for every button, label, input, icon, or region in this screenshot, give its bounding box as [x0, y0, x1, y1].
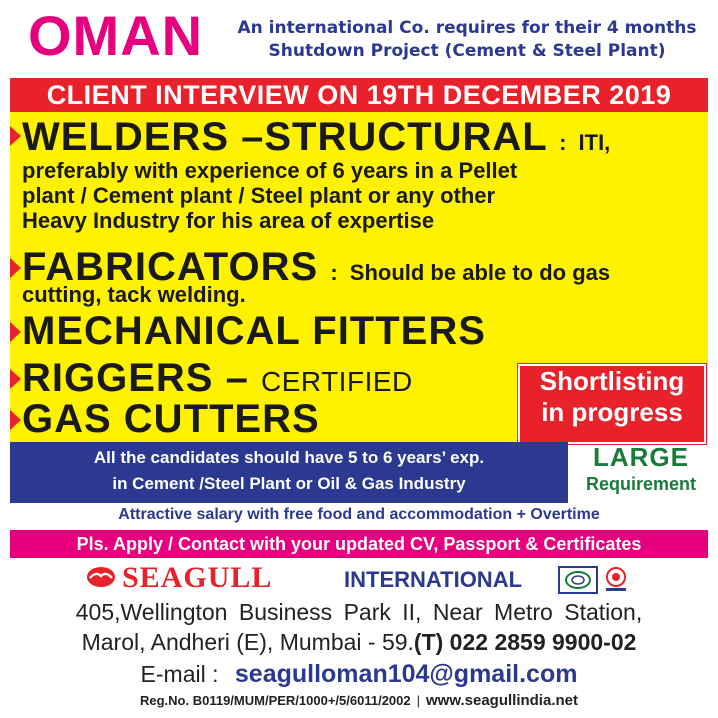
footer	[0, 690, 718, 712]
phone-number: (T) 022 2859 9900-02	[413, 629, 637, 655]
address-line-2	[0, 628, 718, 656]
address-text: Marol, Andheri (E), Mumbai - 59.	[81, 629, 414, 655]
footer-divider: |	[416, 693, 421, 708]
position-separator: :	[559, 130, 567, 155]
address-line-1: 405,Wellington Business Park II, Near Metro Station,	[75, 599, 643, 625]
position-note: Should be able to do gas	[349, 260, 611, 285]
website-link[interactable]: www.seagullindia.net	[426, 692, 578, 709]
header	[0, 0, 718, 80]
seagull-logo-icon	[86, 566, 116, 588]
experience-bar	[10, 442, 568, 503]
company-name: SEAGULL	[122, 561, 273, 594]
position-detail: cutting, tack welding.	[22, 282, 246, 307]
position-detail: Heavy Industry for his area of expertise	[22, 208, 435, 233]
experience-line-1: All the candidates should have 5 to 6 years’ exp.	[93, 448, 485, 467]
interview-banner: CLIENT INTERVIEW ON 19TH DECEMBER 2019	[10, 78, 708, 112]
email-label: E-mail :	[140, 661, 219, 687]
bullet-arrow-icon	[10, 258, 21, 278]
position-separator: :	[330, 260, 338, 285]
certification-logo-icon	[558, 566, 598, 594]
requirement-line-2: Requirement	[585, 474, 697, 494]
bullet-arrow-icon	[10, 369, 21, 389]
bullet-arrow-icon	[10, 126, 21, 146]
shortlisting-line-1: Shortlisting	[539, 366, 685, 396]
position-detail: plant / Cement plant / Steel plant or any other	[22, 183, 496, 208]
position-title-gas-cutters: GAS CUTTERS	[22, 397, 320, 441]
intro-line-1: An international Co. requires for their 4 months	[237, 18, 697, 38]
experience-line-2: in Cement /Steel Plant or Oil & Gas Industry	[112, 474, 466, 493]
position-detail: preferably with experience of 6 years in a Pellet	[22, 158, 518, 183]
position-title-fitters: MECHANICAL FITTERS	[22, 309, 486, 353]
requirement-line-1: LARGE	[593, 442, 689, 472]
registration-number: Reg.No. B0119/MUM/PER/1000+/5/6011/2002	[139, 693, 411, 708]
salary-line: Attractive salary with free food and accommodation + Overtime	[118, 506, 600, 523]
intro-line-2: Shutdown Project (Cement & Steel Plant)	[268, 41, 666, 61]
position-note: CERTIFIED	[260, 366, 413, 397]
position-title-welders	[22, 116, 610, 164]
email-row	[0, 660, 718, 688]
shortlisting-badge	[518, 364, 706, 444]
country-title: OMAN	[28, 4, 204, 67]
bullet-arrow-icon	[10, 322, 21, 342]
bullet-arrow-icon	[10, 410, 21, 430]
position-note: ITI,	[578, 130, 611, 155]
shortlisting-line-2: in progress	[541, 397, 683, 427]
accreditation-seal-icon	[602, 566, 630, 592]
email-link[interactable]: seagulloman104@gmail.com	[234, 660, 578, 688]
requirement-badge	[574, 442, 708, 500]
position-title-text: FABRICATORS	[22, 245, 319, 289]
position-title-text: WELDERS –STRUCTURAL	[22, 115, 547, 159]
apply-banner: Pls. Apply / Contact with your updated CV, Passport & Certificates	[10, 530, 708, 558]
company-name-suffix: INTERNATIONAL	[344, 567, 523, 592]
position-title-text: RIGGERS –	[22, 356, 249, 400]
